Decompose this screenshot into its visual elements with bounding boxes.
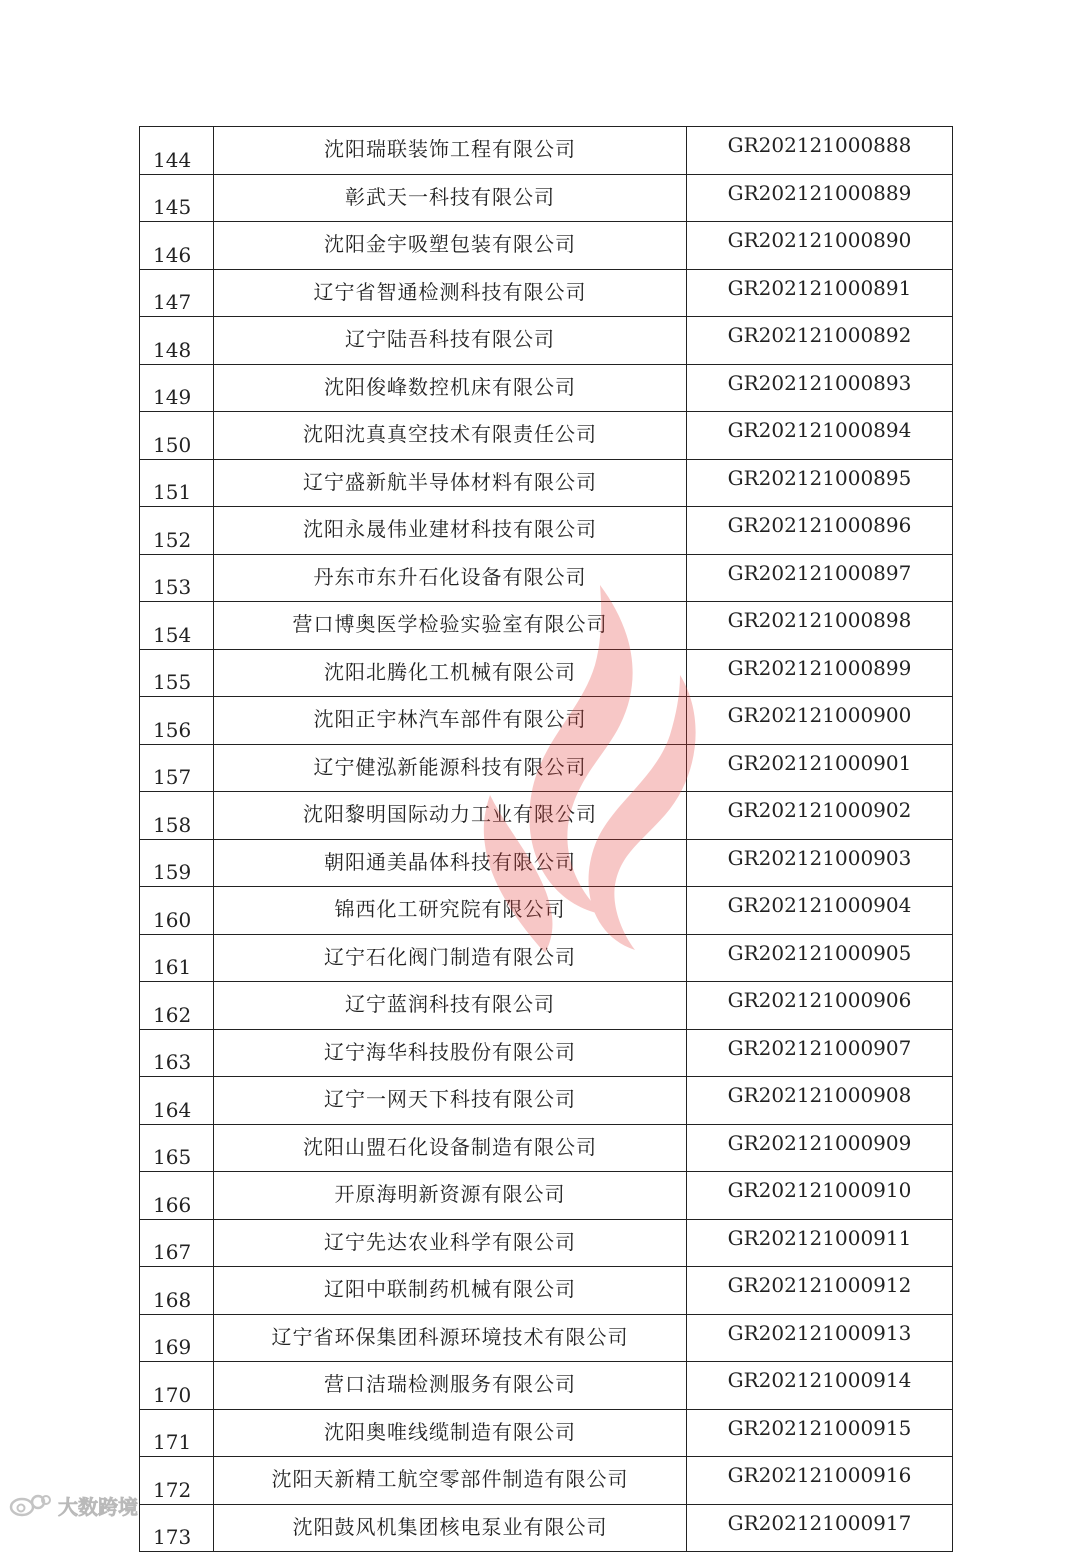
certificate-number: GR202121000913 (687, 1314, 953, 1362)
row-number: 157 (140, 744, 214, 792)
company-name: 沈阳黎明国际动力工业有限公司 (214, 792, 687, 840)
certificate-number: GR202121000897 (687, 554, 953, 602)
table-row (140, 1504, 953, 1552)
row-number: 159 (140, 839, 214, 887)
table-row (140, 744, 953, 792)
company-name: 辽宁陆吾科技有限公司 (214, 317, 687, 365)
certificate-number: GR202121000890 (687, 222, 953, 270)
certificate-number: GR202121000889 (687, 174, 953, 222)
certificate-number: GR202121000904 (687, 887, 953, 935)
row-number: 152 (140, 507, 214, 555)
company-name: 朝阳通美晶体科技有限公司 (214, 839, 687, 887)
certificate-number: GR202121000896 (687, 507, 953, 555)
row-number: 150 (140, 412, 214, 460)
row-number: 146 (140, 222, 214, 270)
certificate-number: GR202121000909 (687, 1124, 953, 1172)
certificate-number: GR202121000905 (687, 934, 953, 982)
row-number: 148 (140, 317, 214, 365)
table-body (140, 127, 953, 1552)
company-name: 辽宁先达农业科学有限公司 (214, 1219, 687, 1267)
certificate-number: GR202121000910 (687, 1172, 953, 1220)
company-name: 开原海明新资源有限公司 (214, 1172, 687, 1220)
table-row (140, 982, 953, 1030)
table-row (140, 459, 953, 507)
table-row (140, 269, 953, 317)
company-name: 沈阳正宇林汽车部件有限公司 (214, 697, 687, 745)
row-number: 158 (140, 792, 214, 840)
row-number: 153 (140, 554, 214, 602)
row-number: 144 (140, 127, 214, 175)
certificate-number: GR202121000888 (687, 127, 953, 175)
company-name: 沈阳金宇吸塑包装有限公司 (214, 222, 687, 270)
company-name: 辽宁盛新航半导体材料有限公司 (214, 459, 687, 507)
table-row (140, 1124, 953, 1172)
table-row (140, 364, 953, 412)
row-number: 164 (140, 1077, 214, 1125)
row-number: 173 (140, 1504, 214, 1552)
certificate-number: GR202121000891 (687, 269, 953, 317)
row-number: 160 (140, 887, 214, 935)
company-name: 沈阳俊峰数控机床有限公司 (214, 364, 687, 412)
certificate-number: GR202121000901 (687, 744, 953, 792)
table-row (140, 317, 953, 365)
table-row (140, 1219, 953, 1267)
table-row (140, 554, 953, 602)
company-name: 沈阳瑞联装饰工程有限公司 (214, 127, 687, 175)
table-row (140, 1314, 953, 1362)
company-name: 辽宁健泓新能源科技有限公司 (214, 744, 687, 792)
certificate-number: GR202121000895 (687, 459, 953, 507)
table-row (140, 222, 953, 270)
company-name: 辽宁蓝润科技有限公司 (214, 982, 687, 1030)
company-name: 沈阳山盟石化设备制造有限公司 (214, 1124, 687, 1172)
company-name: 丹东市东升石化设备有限公司 (214, 554, 687, 602)
table-row (140, 127, 953, 175)
row-number: 167 (140, 1219, 214, 1267)
certificate-number: GR202121000900 (687, 697, 953, 745)
company-name: 辽宁省环保集团科源环境技术有限公司 (214, 1314, 687, 1362)
corner-watermark (8, 1490, 138, 1520)
row-number: 169 (140, 1314, 214, 1362)
row-number: 170 (140, 1362, 214, 1410)
certificate-number: GR202121000892 (687, 317, 953, 365)
certificate-number: GR202121000914 (687, 1362, 953, 1410)
row-number: 154 (140, 602, 214, 650)
row-number: 151 (140, 459, 214, 507)
company-name: 辽宁省智通检测科技有限公司 (214, 269, 687, 317)
certificate-number: GR202121000902 (687, 792, 953, 840)
row-number: 156 (140, 697, 214, 745)
company-name: 锦西化工研究院有限公司 (214, 887, 687, 935)
table-row (140, 1267, 953, 1315)
certificate-number: GR202121000899 (687, 649, 953, 697)
table-row (140, 1077, 953, 1125)
company-name: 彰武天一科技有限公司 (214, 174, 687, 222)
company-name: 辽阳中联制药机械有限公司 (214, 1267, 687, 1315)
table-row (140, 887, 953, 935)
company-name: 营口洁瑞检测服务有限公司 (214, 1362, 687, 1410)
certificate-number: GR202121000906 (687, 982, 953, 1030)
table-row (140, 1409, 953, 1457)
row-number: 161 (140, 934, 214, 982)
table-row (140, 649, 953, 697)
certificate-number: GR202121000911 (687, 1219, 953, 1267)
table-row (140, 1029, 953, 1077)
row-number: 147 (140, 269, 214, 317)
row-number: 145 (140, 174, 214, 222)
company-name: 沈阳北腾化工机械有限公司 (214, 649, 687, 697)
table-row (140, 1457, 953, 1505)
watermark-text: 大数跨境 (58, 1494, 138, 1519)
table-row (140, 697, 953, 745)
company-certificate-table (139, 126, 953, 1552)
row-number: 149 (140, 364, 214, 412)
row-number: 171 (140, 1409, 214, 1457)
row-number: 172 (140, 1457, 214, 1505)
table-row (140, 412, 953, 460)
table-row (140, 1362, 953, 1410)
certificate-number: GR202121000912 (687, 1267, 953, 1315)
certificate-number: GR202121000917 (687, 1504, 953, 1552)
certificate-number: GR202121000916 (687, 1457, 953, 1505)
company-name: 沈阳永晟伟业建材科技有限公司 (214, 507, 687, 555)
company-name: 沈阳鼓风机集团核电泵业有限公司 (214, 1504, 687, 1552)
row-number: 166 (140, 1172, 214, 1220)
company-name: 沈阳天新精工航空零部件制造有限公司 (214, 1457, 687, 1505)
certificate-number: GR202121000903 (687, 839, 953, 887)
company-name: 沈阳沈真真空技术有限责任公司 (214, 412, 687, 460)
company-name: 辽宁海华科技股份有限公司 (214, 1029, 687, 1077)
company-name: 沈阳奥唯线缆制造有限公司 (214, 1409, 687, 1457)
certificate-number: GR202121000915 (687, 1409, 953, 1457)
row-number: 168 (140, 1267, 214, 1315)
table-row (140, 1172, 953, 1220)
certificate-number: GR202121000893 (687, 364, 953, 412)
row-number: 165 (140, 1124, 214, 1172)
table-row (140, 934, 953, 982)
table-row (140, 839, 953, 887)
company-name: 辽宁石化阀门制造有限公司 (214, 934, 687, 982)
weibo-icon (8, 1492, 52, 1518)
row-number: 162 (140, 982, 214, 1030)
certificate-number: GR202121000907 (687, 1029, 953, 1077)
certificate-number: GR202121000908 (687, 1077, 953, 1125)
table-row (140, 174, 953, 222)
table-row (140, 602, 953, 650)
row-number: 155 (140, 649, 214, 697)
row-number: 163 (140, 1029, 214, 1077)
certificate-number: GR202121000894 (687, 412, 953, 460)
certificate-number: GR202121000898 (687, 602, 953, 650)
table-row (140, 507, 953, 555)
company-name: 营口博奥医学检验实验室有限公司 (214, 602, 687, 650)
company-name: 辽宁一网天下科技有限公司 (214, 1077, 687, 1125)
table-row (140, 792, 953, 840)
